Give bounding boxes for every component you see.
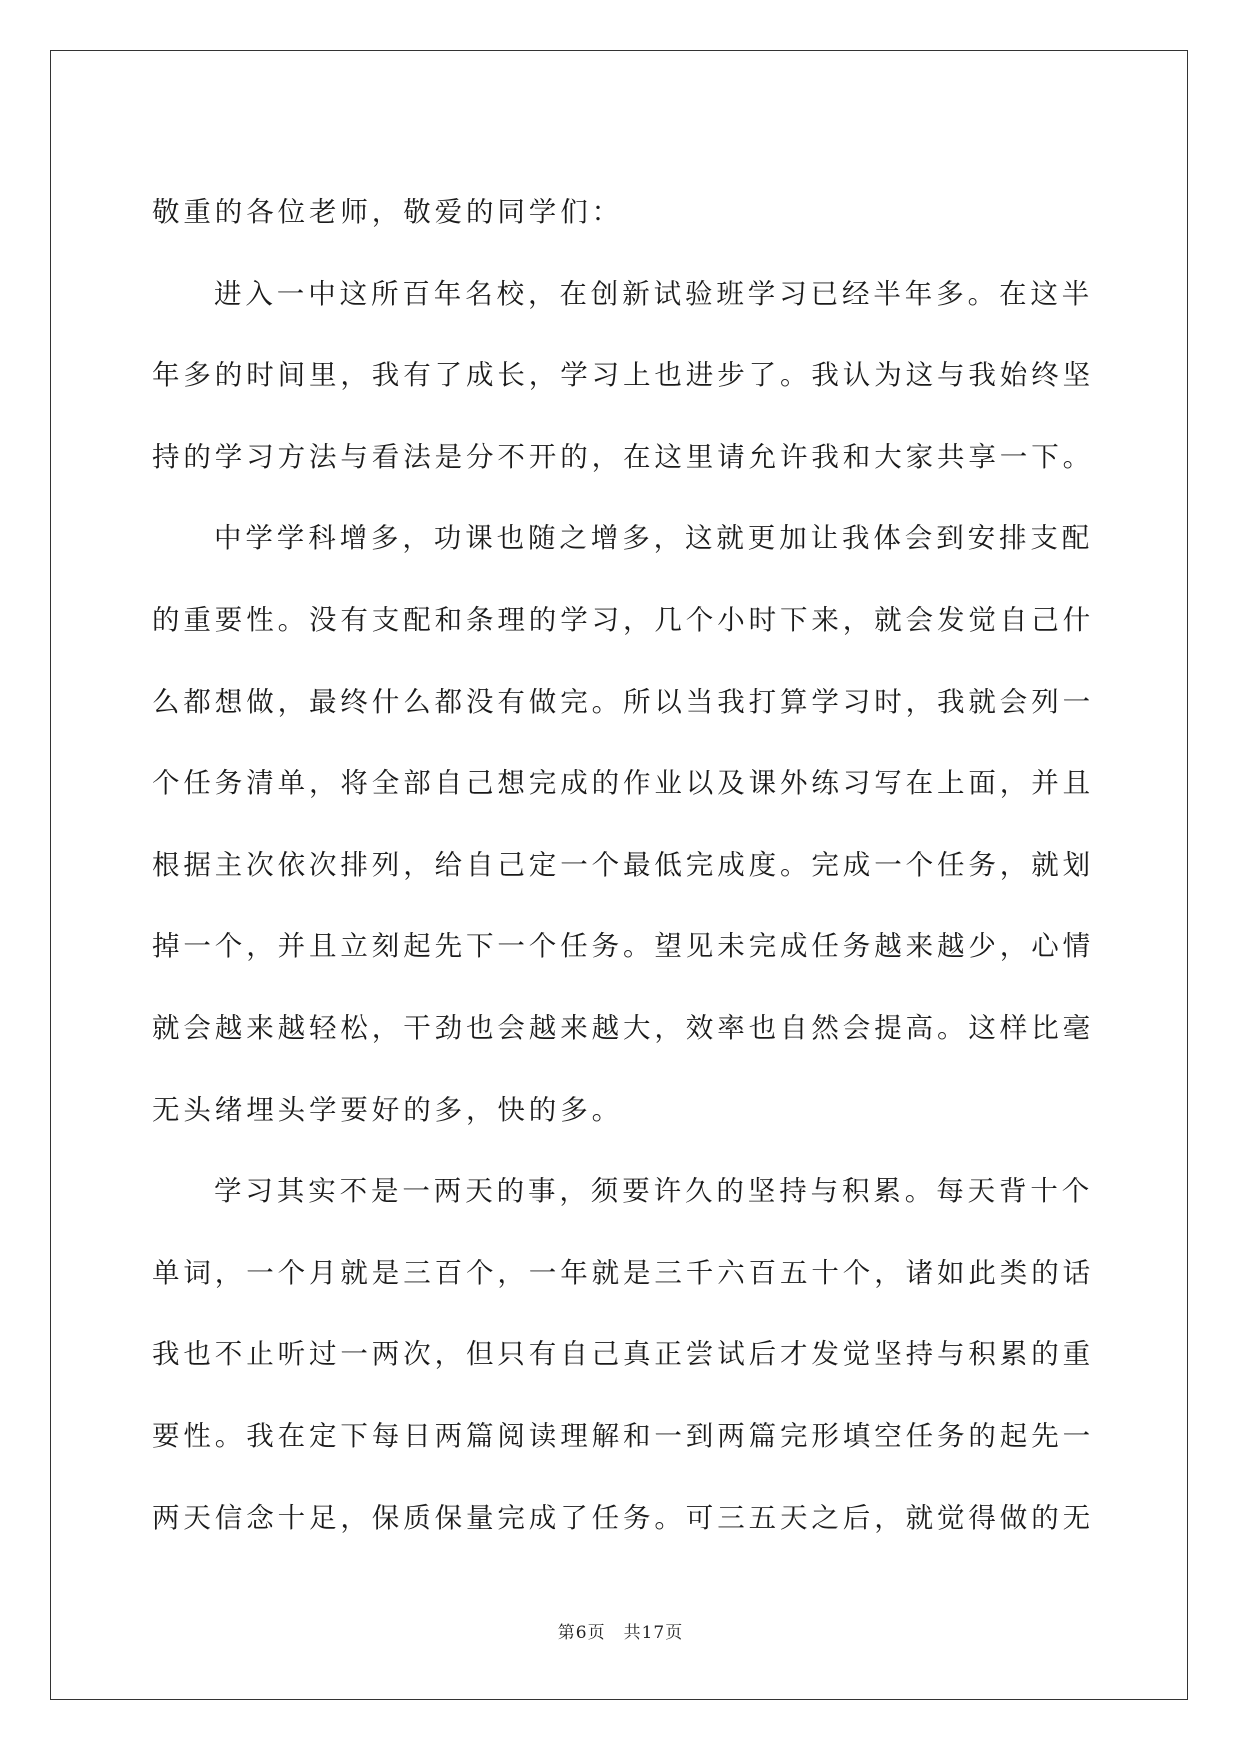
text-line: 根据主次依次排列，给自己定一个最低完成度。完成一个任务，就划: [152, 848, 1094, 881]
text-line: 我也不止听过一两次，但只有自己真正尝试后才发觉坚持与积累的重: [152, 1338, 1094, 1371]
text-line: 的重要性。没有支配和条理的学习，几个小时下来，就会发觉自己什: [152, 603, 1094, 636]
text-line: 个任务清单，将全部自己想完成的作业以及课外练习写在上面，并且: [152, 767, 1094, 800]
text-line: 中学学科增多，功课也随之增多，这就更加让我体会到安排支配: [214, 522, 1094, 555]
text-line: 学习其实不是一两天的事，须要许久的坚持与积累。每天背十个: [214, 1175, 1094, 1208]
document-body: [152, 172, 1092, 1559]
text-line: 单词，一个月就是三百个，一年就是三千六百五十个，诸如此类的话: [152, 1256, 1094, 1289]
text-line: 要性。我在定下每日两篇阅读理解和一到两篇完形填空任务的起先一: [152, 1419, 1094, 1452]
text-line: 持的学习方法与看法是分不开的，在这里请允许我和大家共享一下。: [152, 440, 1094, 473]
text-line: 进入一中这所百年名校，在创新试验班学习已经半年多。在这半: [214, 277, 1094, 310]
text-line: 无头绪埋头学要好的多，快的多。: [152, 1093, 623, 1126]
text-line: 么都想做，最终什么都没有做完。所以当我打算学习时，我就会列一: [152, 685, 1094, 718]
text-line: 两天信念十足，保质保量完成了任务。可三五天之后，就觉得做的无: [152, 1501, 1094, 1534]
text-line: 敬重的各位老师，敬爱的同学们：: [152, 196, 623, 228]
page-number-footer: 第6页 共17页: [557, 1623, 684, 1643]
text-line: 就会越来越轻松，干劲也会越来越大，效率也自然会提高。这样比毫: [152, 1011, 1094, 1044]
text-line: 年多的时间里，我有了成长，学习上也进步了。我认为这与我始终坚: [152, 359, 1094, 392]
text-line: 掉一个，并且立刻起先下一个任务。望见未完成任务越来越少，心情: [152, 930, 1094, 963]
